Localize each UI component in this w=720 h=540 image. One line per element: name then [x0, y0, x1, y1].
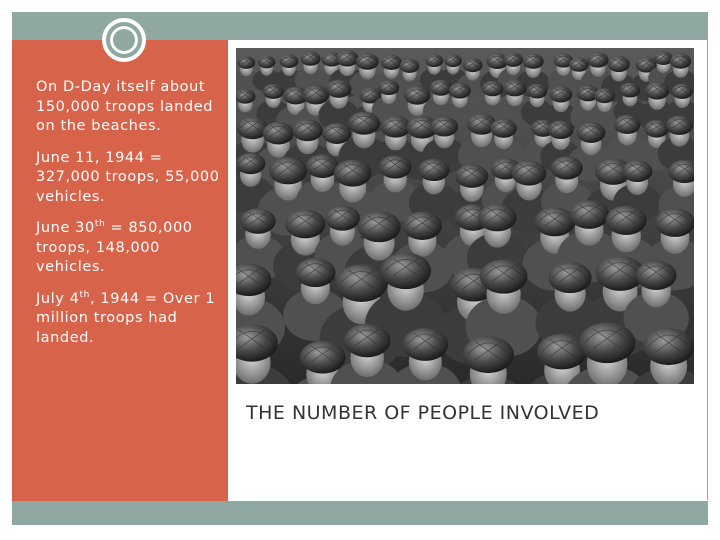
bullet-june-30-date: June 30	[36, 220, 95, 236]
bullet-list	[36, 78, 220, 360]
slide-caption: THE NUMBER OF PEOPLE INVOLVED	[246, 402, 600, 424]
bullet-july-4-suffix: th	[79, 289, 90, 300]
bottom-band	[12, 501, 708, 525]
bullet-july-4-rest: , 1944 = Over 1 million troops had landed.	[36, 290, 216, 346]
troops-photo-graphic	[236, 48, 694, 384]
decorative-circle-icon	[102, 18, 146, 62]
bullet-june-11: June 11, 1944 = 327,000 troops, 55,000 vehicles.	[36, 149, 220, 205]
bullet-july-4	[36, 290, 220, 349]
bullet-june-30	[36, 219, 220, 278]
troops-photo	[236, 48, 694, 384]
bullet-july-4-date: July 4	[36, 290, 80, 307]
bullet-dday: On D-Day itself about 150,000 troops landed on the beaches.	[36, 79, 214, 134]
bullet-june-30-rest: = 850,000 troops, 148,000 vehicles.	[36, 220, 193, 275]
bullet-june-30-suffix: th	[94, 219, 106, 230]
